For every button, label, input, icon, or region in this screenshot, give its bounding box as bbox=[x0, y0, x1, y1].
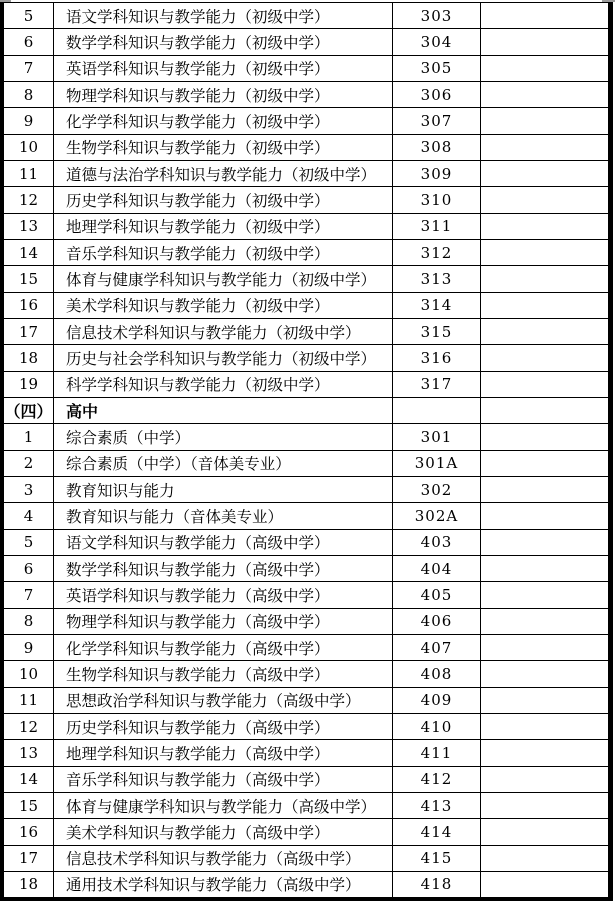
table-row bbox=[4, 345, 608, 371]
row-number-cell: （四） bbox=[4, 398, 54, 423]
subject-code-cell: 302 bbox=[393, 477, 481, 502]
subject-name-cell: 数学学科知识与教学能力（初级中学） bbox=[54, 29, 393, 54]
row-number-cell: 13 bbox=[4, 740, 54, 765]
row-number-cell: 13 bbox=[4, 214, 54, 239]
row-number-cell: 18 bbox=[4, 872, 54, 897]
row-number-cell: 6 bbox=[4, 29, 54, 54]
subject-code-cell: 313 bbox=[393, 266, 481, 291]
row-number-cell: 5 bbox=[4, 530, 54, 555]
table-row bbox=[4, 582, 608, 608]
subject-code-cell: 410 bbox=[393, 714, 481, 739]
blank-cell bbox=[481, 582, 608, 607]
row-number-cell: 6 bbox=[4, 556, 54, 581]
subject-name-cell: 综合素质（中学） bbox=[54, 424, 393, 449]
blank-cell bbox=[481, 661, 608, 686]
blank-cell bbox=[481, 556, 608, 581]
subject-name-cell: 音乐学科知识与教学能力（初级中学） bbox=[54, 240, 393, 265]
subject-name-cell: 地理学科知识与教学能力（初级中学） bbox=[54, 214, 393, 239]
subject-code-cell: 312 bbox=[393, 240, 481, 265]
table-row bbox=[4, 872, 608, 897]
table-row bbox=[4, 372, 608, 398]
subject-code-cell: 315 bbox=[393, 319, 481, 344]
subject-code-cell: 411 bbox=[393, 740, 481, 765]
table-row bbox=[4, 56, 608, 82]
blank-cell bbox=[481, 609, 608, 634]
table-row bbox=[4, 556, 608, 582]
subject-name-cell: 化学学科知识与教学能力（初级中学） bbox=[54, 108, 393, 133]
subject-code-cell: 303 bbox=[393, 3, 481, 28]
subject-name-cell: 化学学科知识与教学能力（高级中学） bbox=[54, 635, 393, 660]
subject-name-cell: 语文学科知识与教学能力（高级中学） bbox=[54, 530, 393, 555]
subject-name-cell: 信息技术学科知识与教学能力（高级中学） bbox=[54, 846, 393, 871]
subject-name-cell: 综合素质（中学）（音体美专业） bbox=[54, 451, 393, 476]
row-number-cell: 17 bbox=[4, 846, 54, 871]
row-number-cell: 16 bbox=[4, 819, 54, 844]
subject-code-cell: 308 bbox=[393, 135, 481, 160]
row-number-cell: 14 bbox=[4, 240, 54, 265]
subject-code-cell: 406 bbox=[393, 609, 481, 634]
row-number-cell: 5 bbox=[4, 3, 54, 28]
subject-name-cell: 数学学科知识与教学能力（高级中学） bbox=[54, 556, 393, 581]
table-row bbox=[4, 714, 608, 740]
table-row bbox=[4, 266, 608, 292]
row-number-cell: 12 bbox=[4, 187, 54, 212]
row-number-cell: 15 bbox=[4, 793, 54, 818]
blank-cell bbox=[481, 872, 608, 897]
table-row bbox=[4, 846, 608, 872]
subject-code-cell: 309 bbox=[393, 161, 481, 186]
table-row bbox=[4, 161, 608, 187]
blank-cell bbox=[481, 240, 608, 265]
subject-code-cell: 414 bbox=[393, 819, 481, 844]
blank-cell bbox=[481, 477, 608, 502]
blank-cell bbox=[481, 714, 608, 739]
blank-cell bbox=[481, 793, 608, 818]
subject-name-cell: 美术学科知识与教学能力（高级中学） bbox=[54, 819, 393, 844]
subject-name-cell: 物理学科知识与教学能力（高级中学） bbox=[54, 609, 393, 634]
subject-name-cell: 历史学科知识与教学能力（高级中学） bbox=[54, 714, 393, 739]
section-header-row bbox=[4, 398, 608, 424]
subject-name-cell: 英语学科知识与教学能力（高级中学） bbox=[54, 582, 393, 607]
blank-cell bbox=[481, 398, 608, 423]
table-row bbox=[4, 29, 608, 55]
row-number-cell: 10 bbox=[4, 661, 54, 686]
table-row bbox=[4, 135, 608, 161]
row-number-cell: 2 bbox=[4, 451, 54, 476]
subject-code-cell: 302A bbox=[393, 503, 481, 528]
row-number-cell: 9 bbox=[4, 635, 54, 660]
subject-code-cell: 405 bbox=[393, 582, 481, 607]
subject-code-cell: 415 bbox=[393, 846, 481, 871]
blank-cell bbox=[481, 56, 608, 81]
row-number-cell: 11 bbox=[4, 161, 54, 186]
table-row bbox=[4, 3, 608, 29]
table-row bbox=[4, 530, 608, 556]
blank-cell bbox=[481, 372, 608, 397]
table-row bbox=[4, 609, 608, 635]
row-number-cell: 11 bbox=[4, 688, 54, 713]
row-number-cell: 9 bbox=[4, 108, 54, 133]
row-number-cell: 3 bbox=[4, 477, 54, 502]
blank-cell bbox=[481, 29, 608, 54]
blank-cell bbox=[481, 108, 608, 133]
subject-code-cell: 306 bbox=[393, 82, 481, 107]
subject-name-cell: 体育与健康学科知识与教学能力（初级中学） bbox=[54, 266, 393, 291]
blank-cell bbox=[481, 503, 608, 528]
row-number-cell: 15 bbox=[4, 266, 54, 291]
table-row bbox=[4, 767, 608, 793]
row-number-cell: 17 bbox=[4, 319, 54, 344]
table-row bbox=[4, 187, 608, 213]
blank-cell bbox=[481, 740, 608, 765]
table-row bbox=[4, 82, 608, 108]
blank-cell bbox=[481, 135, 608, 160]
subject-code-cell: 304 bbox=[393, 29, 481, 54]
subject-name-cell: 科学学科知识与教学能力（初级中学） bbox=[54, 372, 393, 397]
subject-code-cell: 407 bbox=[393, 635, 481, 660]
table-row bbox=[4, 819, 608, 845]
table-row bbox=[4, 293, 608, 319]
blank-cell bbox=[481, 767, 608, 792]
subject-name-cell: 信息技术学科知识与教学能力（初级中学） bbox=[54, 319, 393, 344]
subject-name-cell: 教育知识与能力 bbox=[54, 477, 393, 502]
row-number-cell: 14 bbox=[4, 767, 54, 792]
subject-code-cell: 316 bbox=[393, 345, 481, 370]
row-number-cell: 7 bbox=[4, 582, 54, 607]
subject-name-cell: 思想政治学科知识与教学能力（高级中学） bbox=[54, 688, 393, 713]
table-row bbox=[4, 240, 608, 266]
table-row bbox=[4, 503, 608, 529]
subject-name-cell: 生物学科知识与教学能力（初级中学） bbox=[54, 135, 393, 160]
subject-name-cell: 英语学科知识与教学能力（初级中学） bbox=[54, 56, 393, 81]
subject-code-cell: 301 bbox=[393, 424, 481, 449]
table-row bbox=[4, 661, 608, 687]
row-number-cell: 19 bbox=[4, 372, 54, 397]
table-row bbox=[4, 793, 608, 819]
subject-name-cell: 体育与健康学科知识与教学能力（高级中学） bbox=[54, 793, 393, 818]
table-row bbox=[4, 214, 608, 240]
subject-name-cell: 美术学科知识与教学能力（初级中学） bbox=[54, 293, 393, 318]
subject-code-cell: 311 bbox=[393, 214, 481, 239]
subject-name-cell: 语文学科知识与教学能力（初级中学） bbox=[54, 3, 393, 28]
subject-code-cell: 314 bbox=[393, 293, 481, 318]
subject-code-cell: 317 bbox=[393, 372, 481, 397]
blank-cell bbox=[481, 688, 608, 713]
blank-cell bbox=[481, 214, 608, 239]
subject-name-cell: 地理学科知识与教学能力（高级中学） bbox=[54, 740, 393, 765]
row-number-cell: 18 bbox=[4, 345, 54, 370]
blank-cell bbox=[481, 451, 608, 476]
blank-cell bbox=[481, 635, 608, 660]
subject-name-cell: 历史学科知识与教学能力（初级中学） bbox=[54, 187, 393, 212]
subject-name-cell: 生物学科知识与教学能力（高级中学） bbox=[54, 661, 393, 686]
subject-code-cell bbox=[393, 398, 481, 423]
subject-code-cell: 409 bbox=[393, 688, 481, 713]
subject-code-cell: 404 bbox=[393, 556, 481, 581]
table-row bbox=[4, 108, 608, 134]
row-number-cell: 8 bbox=[4, 82, 54, 107]
row-number-cell: 1 bbox=[4, 424, 54, 449]
subject-name-cell: 通用技术学科知识与教学能力（高级中学） bbox=[54, 872, 393, 897]
blank-cell bbox=[481, 293, 608, 318]
row-number-cell: 8 bbox=[4, 609, 54, 634]
subject-code-cell: 418 bbox=[393, 872, 481, 897]
table-row bbox=[4, 688, 608, 714]
subject-code-cell: 413 bbox=[393, 793, 481, 818]
subject-name-cell: 历史与社会学科知识与教学能力（初级中学） bbox=[54, 345, 393, 370]
blank-cell bbox=[481, 161, 608, 186]
subject-name-cell: 道德与法治学科知识与教学能力（初级中学） bbox=[54, 161, 393, 186]
subject-name-cell: 高中 bbox=[54, 398, 393, 423]
blank-cell bbox=[481, 266, 608, 291]
table-row bbox=[4, 740, 608, 766]
table-row bbox=[4, 319, 608, 345]
subject-code-cell: 403 bbox=[393, 530, 481, 555]
blank-cell bbox=[481, 3, 608, 28]
subject-code-cell: 412 bbox=[393, 767, 481, 792]
subject-code-cell: 305 bbox=[393, 56, 481, 81]
subjects-table bbox=[0, 2, 613, 901]
table-row bbox=[4, 477, 608, 503]
row-number-cell: 10 bbox=[4, 135, 54, 160]
subject-name-cell: 教育知识与能力（音体美专业） bbox=[54, 503, 393, 528]
blank-cell bbox=[481, 819, 608, 844]
blank-cell bbox=[481, 530, 608, 555]
blank-cell bbox=[481, 187, 608, 212]
subject-name-cell: 音乐学科知识与教学能力（高级中学） bbox=[54, 767, 393, 792]
subject-code-cell: 307 bbox=[393, 108, 481, 133]
table-row bbox=[4, 635, 608, 661]
blank-cell bbox=[481, 319, 608, 344]
blank-cell bbox=[481, 82, 608, 107]
subject-name-cell: 物理学科知识与教学能力（初级中学） bbox=[54, 82, 393, 107]
blank-cell bbox=[481, 424, 608, 449]
blank-cell bbox=[481, 345, 608, 370]
subject-code-cell: 301A bbox=[393, 451, 481, 476]
row-number-cell: 7 bbox=[4, 56, 54, 81]
table-row bbox=[4, 451, 608, 477]
blank-cell bbox=[481, 846, 608, 871]
row-number-cell: 4 bbox=[4, 503, 54, 528]
row-number-cell: 12 bbox=[4, 714, 54, 739]
subject-code-cell: 310 bbox=[393, 187, 481, 212]
subject-code-cell: 408 bbox=[393, 661, 481, 686]
table-row bbox=[4, 424, 608, 450]
row-number-cell: 16 bbox=[4, 293, 54, 318]
